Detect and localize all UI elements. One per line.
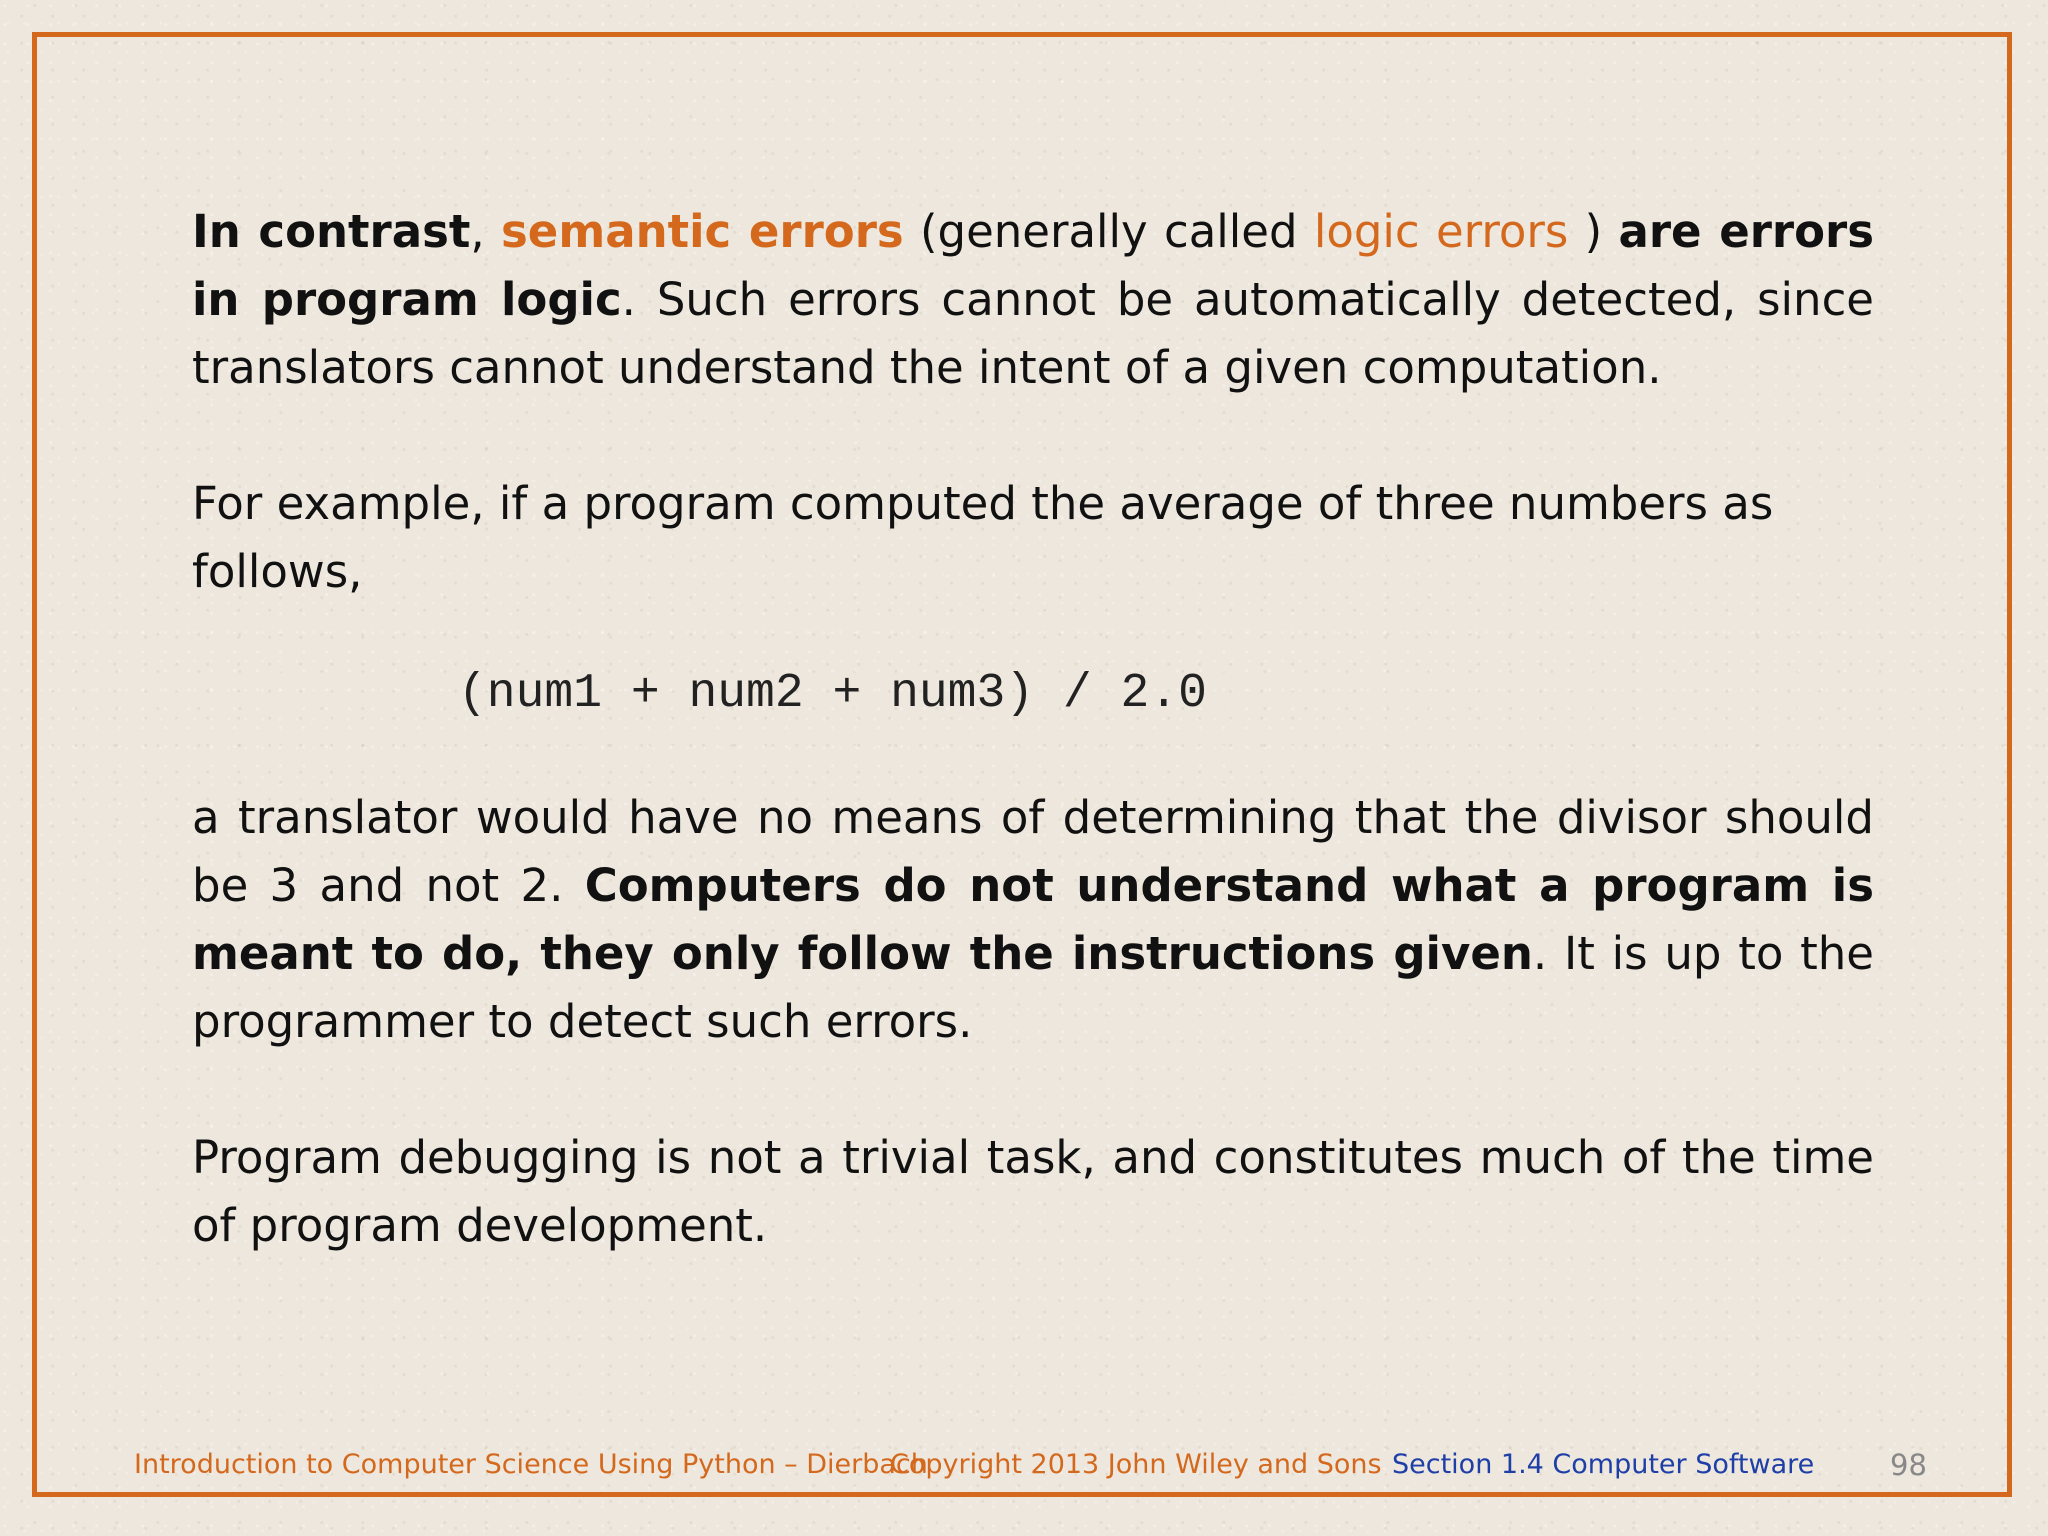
footer-book-title: Introduction to Computer Science Using Python – Dierbach [134, 1449, 928, 1480]
footer-copyright: Copyright 2013 John Wiley and Sons [890, 1449, 1382, 1480]
text-fragment: . Such errors cannot be automatically detected, since translators cannot understand the intent of a given computation. [192, 273, 1874, 394]
paragraph-debugging: Program debugging is not a trivial task, and constitutes much of the time of program development. [192, 1131, 1874, 1252]
paragraph-semantic-errors [192, 198, 1874, 402]
slide-body [192, 198, 1874, 1260]
paragraph-example: For example, if a program computed the average of three numbers as follows, [192, 477, 1774, 598]
paragraph-spacer [192, 1056, 1874, 1124]
definition-bold: are errors in program logic [192, 205, 1874, 326]
page-number: 98 [1890, 1448, 1927, 1482]
footer-section: Section 1.4 Computer Software [1392, 1449, 1815, 1480]
emphasis-bold: Computers do not understand what a program is meant to do, they only follow the instructions given [192, 859, 1874, 980]
term-logic-errors: logic errors [1313, 205, 1569, 258]
code-example: (num1 + num2 + num3) / 2.0 [458, 667, 1207, 721]
text-fragment: , [470, 205, 502, 258]
text-fragment: . It is up to the programmer to detect such errors. [192, 927, 1874, 1048]
text-fragment: (generally called [903, 205, 1314, 258]
paragraph-spacer [192, 402, 1874, 470]
term-semantic-errors: semantic errors [501, 205, 904, 258]
text-fragment: a translator would have no means of determining that the divisor should be 3 and not 2. [192, 791, 1874, 912]
term-in-contrast: In contrast [192, 205, 471, 258]
paragraph-translator [192, 784, 1874, 1056]
text-fragment: ) [1568, 205, 1619, 258]
